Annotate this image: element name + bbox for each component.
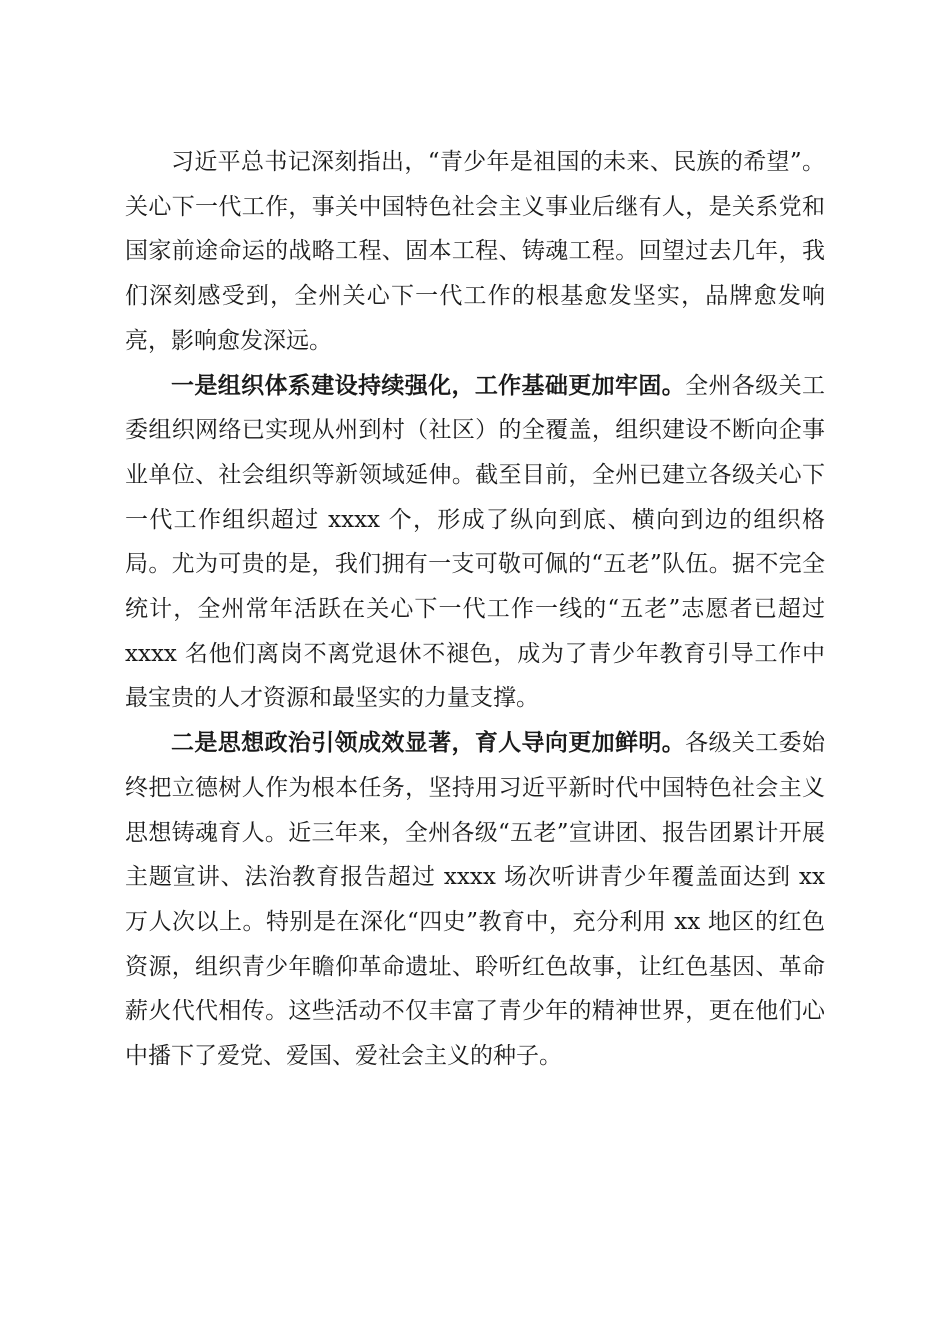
paragraph-body: 全州各级关工委组织网络已实现从州到村（社区）的全覆盖，组织建设不断向企事业单位、社会组织等新领域延伸。截至目前，全州已建立各级关心下一代工作组织超过 xxxx 个，形成了纵向到底、横向到边的组织格局。尤为可贵的是，我们拥有一支可敬可佩的“五老”队伍。据不完全统计，全州常年活跃在关心下一代工作一线的“五老”志愿者已超过 xxxx 名他们离岗不离党退休不褪色，成为了青少年教育引导工作中最宝贵的人才资源和最坚实的力量支撑。 [125, 372, 826, 712]
paragraph-ideology [125, 721, 825, 1079]
paragraph-body: 习近平总书记深刻指出，“青少年是祖国的未来、民族的希望”。关心下一代工作，事关中国特色社会主义事业后继有人，是关系党和国家前途命运的战略工程、固本工程、铸魂工程。回望过去几年，我们深刻感受到，全州关心下一代工作的根基愈发坚实，品牌愈发响亮，影响愈发深远。 [125, 149, 825, 354]
paragraph-body: 各级关工委始终把立德树人作为根本任务，坚持用习近平新时代中国特色社会主义思想铸魂育人。近三年来，全州各级“五老”宣讲团、报告团累计开展主题宣讲、法治教育报告超过 xxxx 场次听讲青少年覆盖面达到 xx 万人次以上。特别是在深化“四史”教育中，充分利用 xx 地区的红色资源，组织青少年瞻仰革命遗址、聆听红色故事，让红色基因、革命薪火代代相传。这些活动不仅丰富了青少年的精神世界，更在他们心中播下了爱党、爱国、爱社会主义的种子。 [125, 730, 826, 1070]
paragraph-lead: 一是组织体系建设持续强化，工作基础更加牢固。 [171, 371, 686, 399]
paragraph-intro [125, 140, 825, 364]
paragraph-lead: 二是思想政治引领成效显著，育人导向更加鲜明。 [171, 729, 686, 757]
document-page [125, 140, 825, 1079]
paragraph-organization [125, 364, 825, 722]
